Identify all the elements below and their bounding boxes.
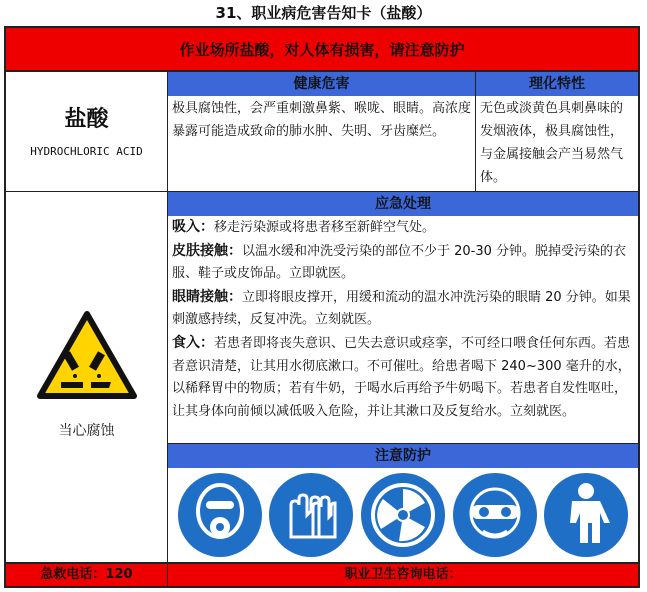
warning-banner: 作业场所盐酸，对人体有损害，请注意防护 (6, 28, 638, 72)
emergency-label: 食入： (172, 334, 214, 351)
goggles-icon (451, 471, 539, 559)
hazard-notice-card (4, 26, 640, 588)
gloves-icon (267, 471, 355, 559)
ventilation-icon (359, 471, 447, 559)
health-hazard-text: 极具腐蚀性，会严重刺激鼻紫、喉咙、眼睛。高浓度暴露可能造成致命的肺水肿、失明、牙齿糜烂。 (168, 96, 476, 192)
emergency-instructions (168, 216, 638, 444)
substance-name-cell (6, 72, 168, 192)
consult-phone: 职业卫生咨询电话： (344, 567, 462, 582)
substance-name-en: HYDROCHLORIC ACID (30, 145, 143, 158)
corrosive-warning-icon (37, 310, 137, 400)
emergency-label: 皮肤接触： (172, 242, 242, 259)
health-hazard-header: 健康危害 (168, 72, 476, 96)
substance-name-cn: 盐酸 (64, 107, 109, 132)
emergency-phone: 急救电话：120 (6, 564, 168, 586)
protection-header: 注意防护 (168, 444, 638, 468)
page-title: 31、职业病危害告知卡（盐酸） (215, 4, 432, 22)
emergency-label: 眼睛接触： (172, 288, 242, 305)
warning-sign-caption: 当心腐蚀 (58, 423, 115, 439)
emergency-text: 移走污染源或将患者移至新鲜空气处。 (214, 220, 436, 235)
emergency-item-eye (172, 286, 634, 332)
emergency-text: 立即将眼皮撑开，用缓和流动的温水冲洗污染的眼睛 20 分钟。如果刺激感持续，反复冲洗。立刻就医。 (172, 289, 631, 328)
protective-suit-icon (542, 471, 630, 559)
emergency-text: 以温水缓和冲洗受污染的部位不少于 20-30 分钟。脱掉受污染的衣服、鞋子或皮饰品。立即就医。 (172, 243, 627, 282)
warning-sign-cell (6, 192, 168, 562)
chemical-properties-header: 理化特性 (476, 72, 638, 96)
footer-bar (6, 562, 638, 586)
chemical-properties-text: 无色或淡黄色具刺鼻味的发烟液体，极具腐蚀性，与金属接触会产当易然气体。 (476, 96, 638, 192)
respirator-icon (176, 471, 264, 559)
emergency-label: 吸入： (172, 219, 214, 235)
emergency-item-ingestion (172, 332, 634, 423)
emergency-item-inhalation (172, 216, 634, 240)
emergency-item-skin (172, 240, 634, 286)
emergency-header: 应急处理 (168, 192, 638, 216)
protection-icons (168, 468, 638, 562)
emergency-text: 若患者即将丧失意识、已失去意识或痉挛，不可经口喂食任何东西。若患者意识清楚，让其用水彻底漱口。不可催吐。给患者喝下 240~300 毫升的水，以稀释胃中的物质；若有牛奶，于喝水后再给予牛奶喝下。若患者自发性呕吐，让其身体向前倾以减低吸入危险，并让其漱口及反复给水。立刻就医。 (172, 335, 631, 419)
